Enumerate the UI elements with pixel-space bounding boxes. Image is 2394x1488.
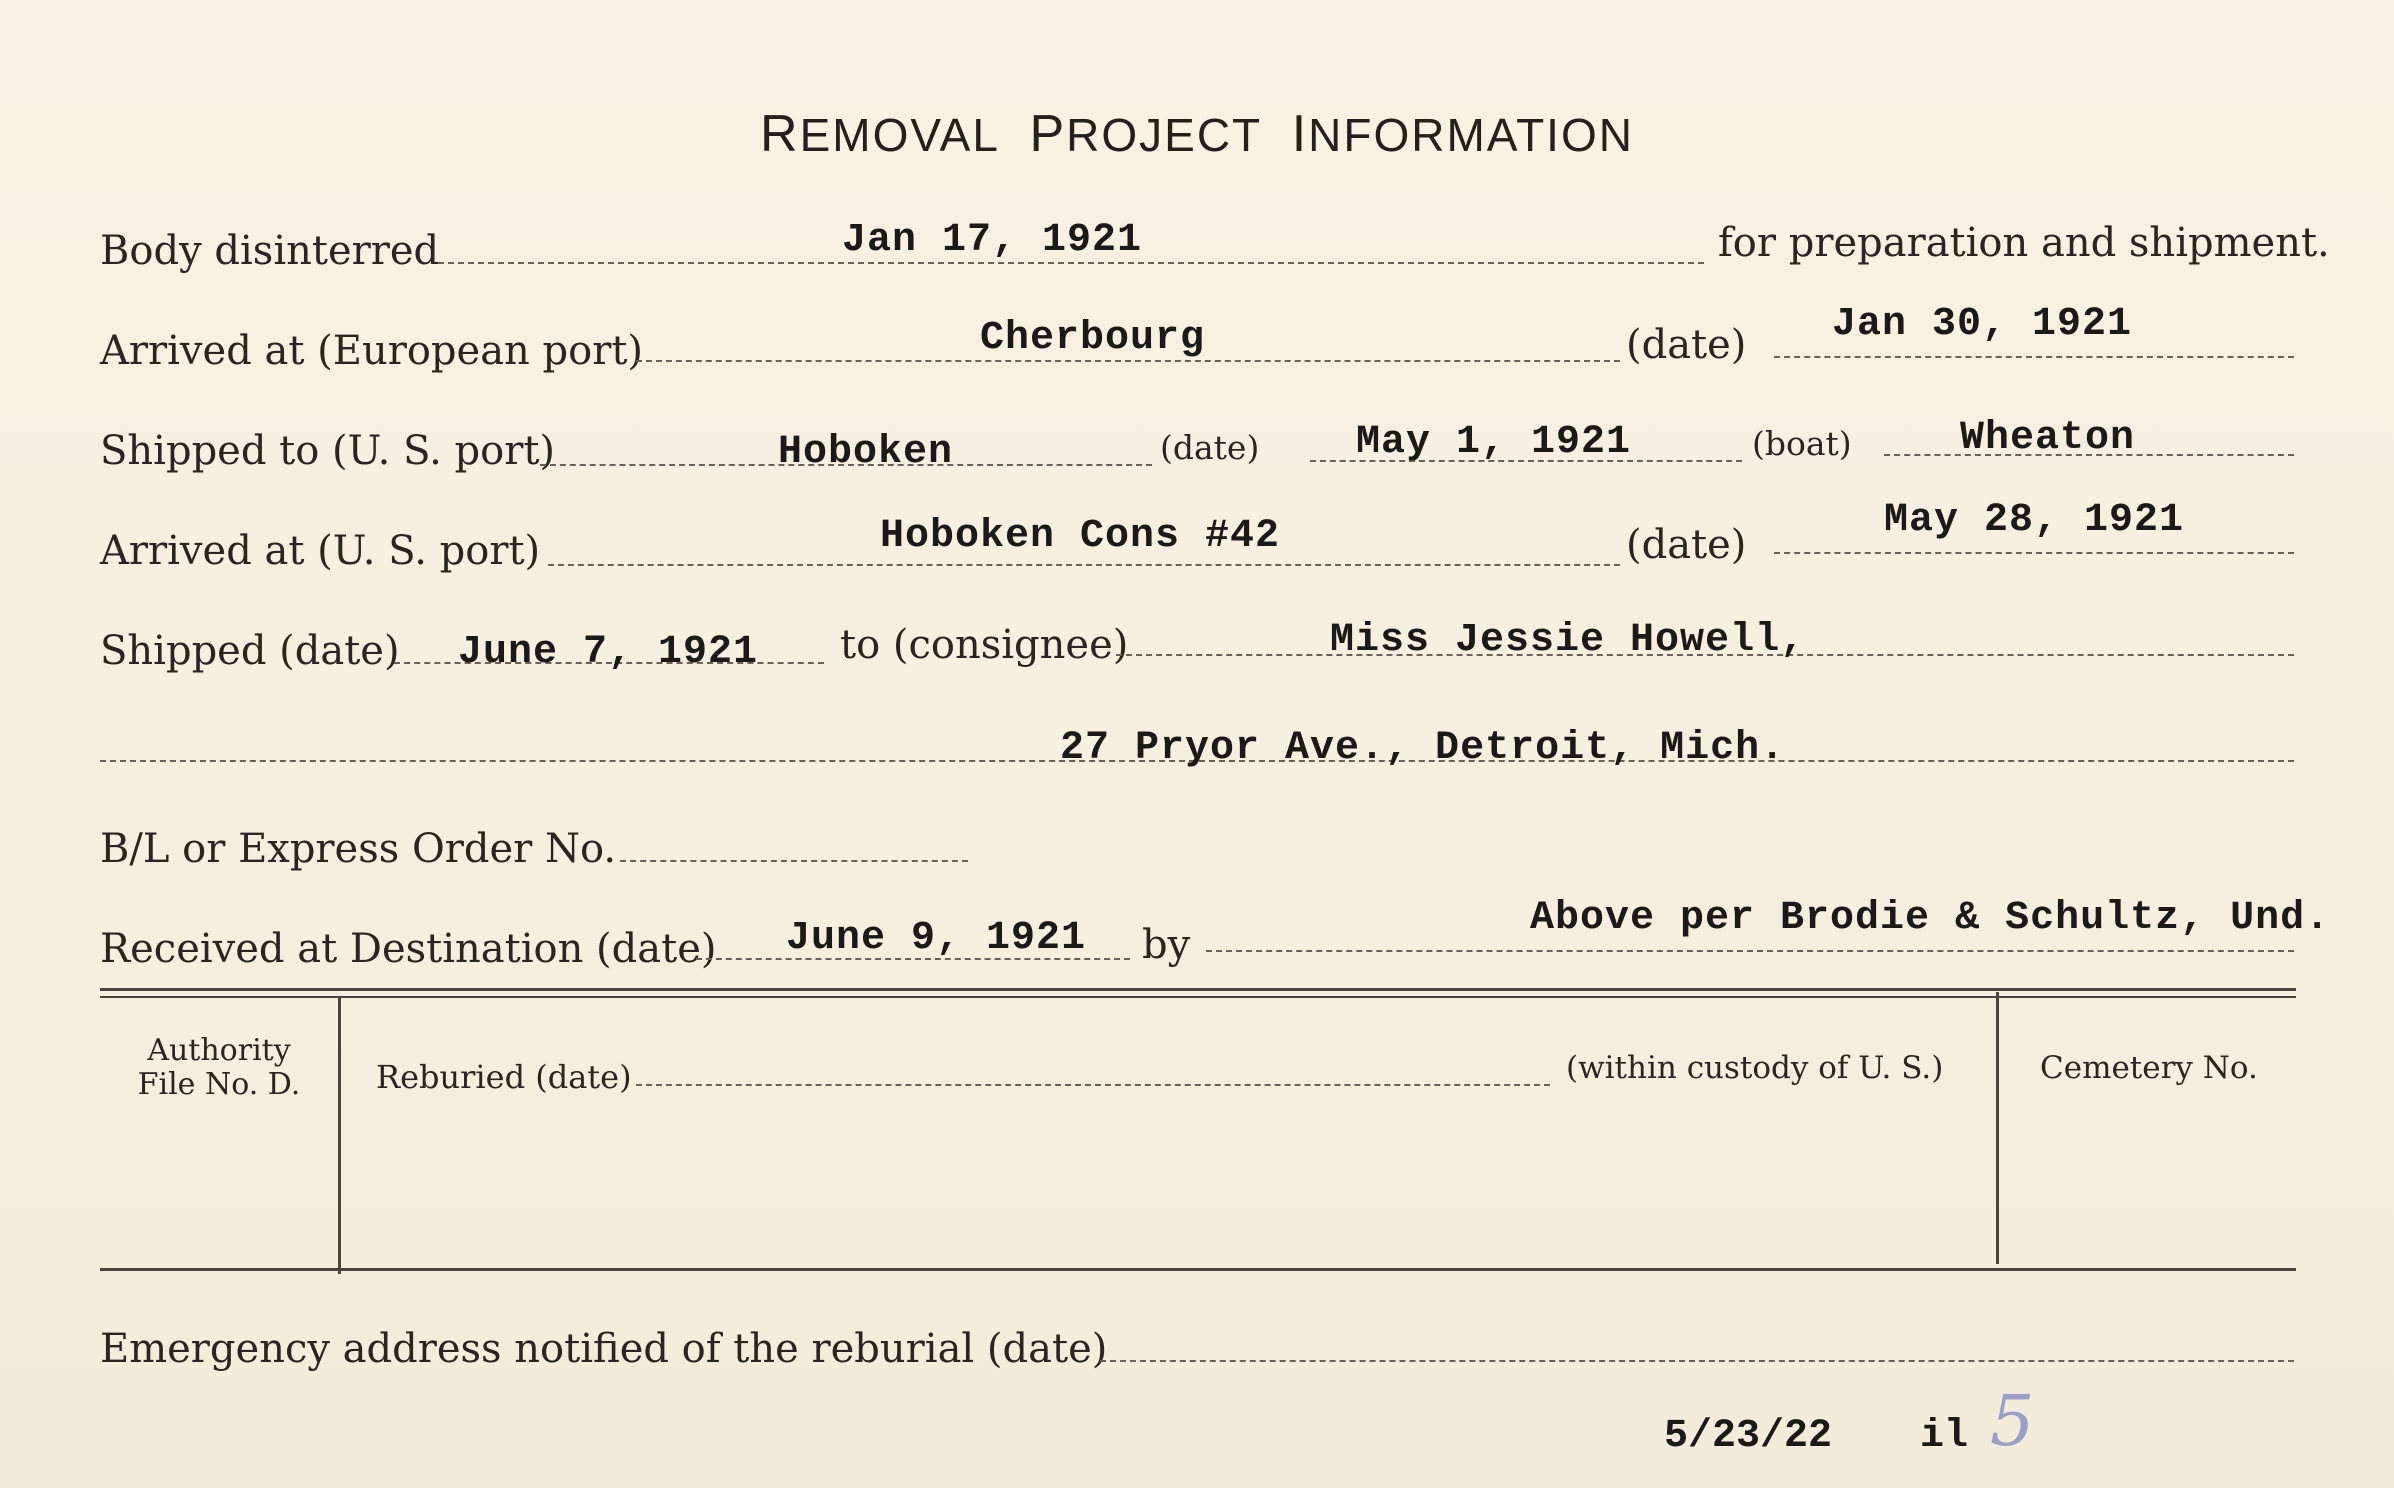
- value-received-by: Above per Brodie & Schultz, Und.: [1530, 896, 2331, 941]
- value-us-ship-date: May 1, 1921: [1356, 420, 1632, 465]
- label-bl-order: B/L or Express Order No.: [100, 826, 617, 872]
- label-date-european: (date): [1626, 322, 1747, 368]
- value-us-port-arrived: Hoboken Cons #42: [880, 514, 1281, 559]
- label-authority-file: [110, 1034, 328, 1102]
- handwritten-mark: 5: [1990, 1380, 2035, 1462]
- field-line-bl-order: [620, 860, 968, 862]
- label-reburied: Reburied (date): [376, 1058, 632, 1096]
- value-us-port-shipped: Hoboken: [778, 430, 954, 475]
- stamp-code: il: [1920, 1414, 1969, 1459]
- field-line-us-arrived-date: [1774, 552, 2294, 554]
- label-date-us-ship: (date): [1160, 428, 1260, 467]
- label-for-preparation: for preparation and shipment.: [1718, 220, 2330, 266]
- field-line-reburied: [636, 1084, 1550, 1086]
- label-received-destination: Received at Destination (date): [100, 926, 717, 972]
- double-rule-top: [100, 988, 2296, 991]
- value-shipped-date: June 7, 1921: [458, 630, 759, 675]
- title-rest-1: EMOVAL: [799, 109, 1000, 161]
- title-cap-1: R: [760, 105, 800, 163]
- label-date-us-arrived: (date): [1626, 522, 1747, 568]
- label-body-disinterred: Body disinterred: [100, 228, 440, 274]
- label-arrived-european: Arrived at (European port): [100, 328, 644, 374]
- field-line-us-port-arrived: [548, 564, 1620, 566]
- double-rule-bottom: [100, 996, 2296, 998]
- value-european-date: Jan 30, 1921: [1832, 302, 2133, 347]
- label-to-consignee: to (consignee): [840, 622, 1129, 668]
- label-by: by: [1142, 922, 1191, 968]
- label-arrived-us: Arrived at (U. S. port): [100, 528, 541, 574]
- label-authority-line2: File No. D.: [137, 1067, 301, 1102]
- field-line-european-date: [1774, 356, 2294, 358]
- box-bottom-rule: [100, 1268, 2296, 1271]
- title-cap-2: P: [1029, 105, 1067, 163]
- value-european-port: Cherbourg: [980, 316, 1206, 361]
- card-title: [0, 104, 2394, 164]
- label-emergency-address: Emergency address notified of the reburial (date): [100, 1326, 1108, 1372]
- label-cemetery-no: Cemetery No.: [2040, 1050, 2258, 1086]
- value-received-date: June 9, 1921: [786, 916, 1087, 961]
- label-within-custody: (within custody of U. S.): [1566, 1050, 1944, 1086]
- box-divider-right: [1996, 992, 1999, 1264]
- field-line-received-by: [1206, 950, 2294, 952]
- value-consignee: Miss Jessie Howell,: [1330, 618, 1806, 663]
- title-rest-3: NFORMATION: [1308, 109, 1634, 161]
- label-authority-line1: Authority: [147, 1033, 291, 1068]
- value-boat: Wheaton: [1960, 416, 2136, 461]
- label-shipped-to-us: Shipped to (U. S. port): [100, 428, 555, 474]
- field-line-emergency: [1100, 1360, 2294, 1362]
- box-divider-left: [338, 998, 341, 1274]
- value-disinterred-date: Jan 17, 1921: [842, 218, 1143, 263]
- label-shipped-date: Shipped (date): [100, 628, 400, 674]
- value-consignee-address: 27 Pryor Ave., Detroit, Mich.: [1060, 726, 1786, 771]
- stamp-date: 5/23/22: [1664, 1414, 1833, 1459]
- title-rest-2: ROJECT: [1066, 109, 1263, 161]
- title-cap-3: I: [1291, 105, 1309, 163]
- value-us-arrived-date: May 28, 1921: [1884, 498, 2185, 543]
- label-boat: (boat): [1752, 424, 1852, 463]
